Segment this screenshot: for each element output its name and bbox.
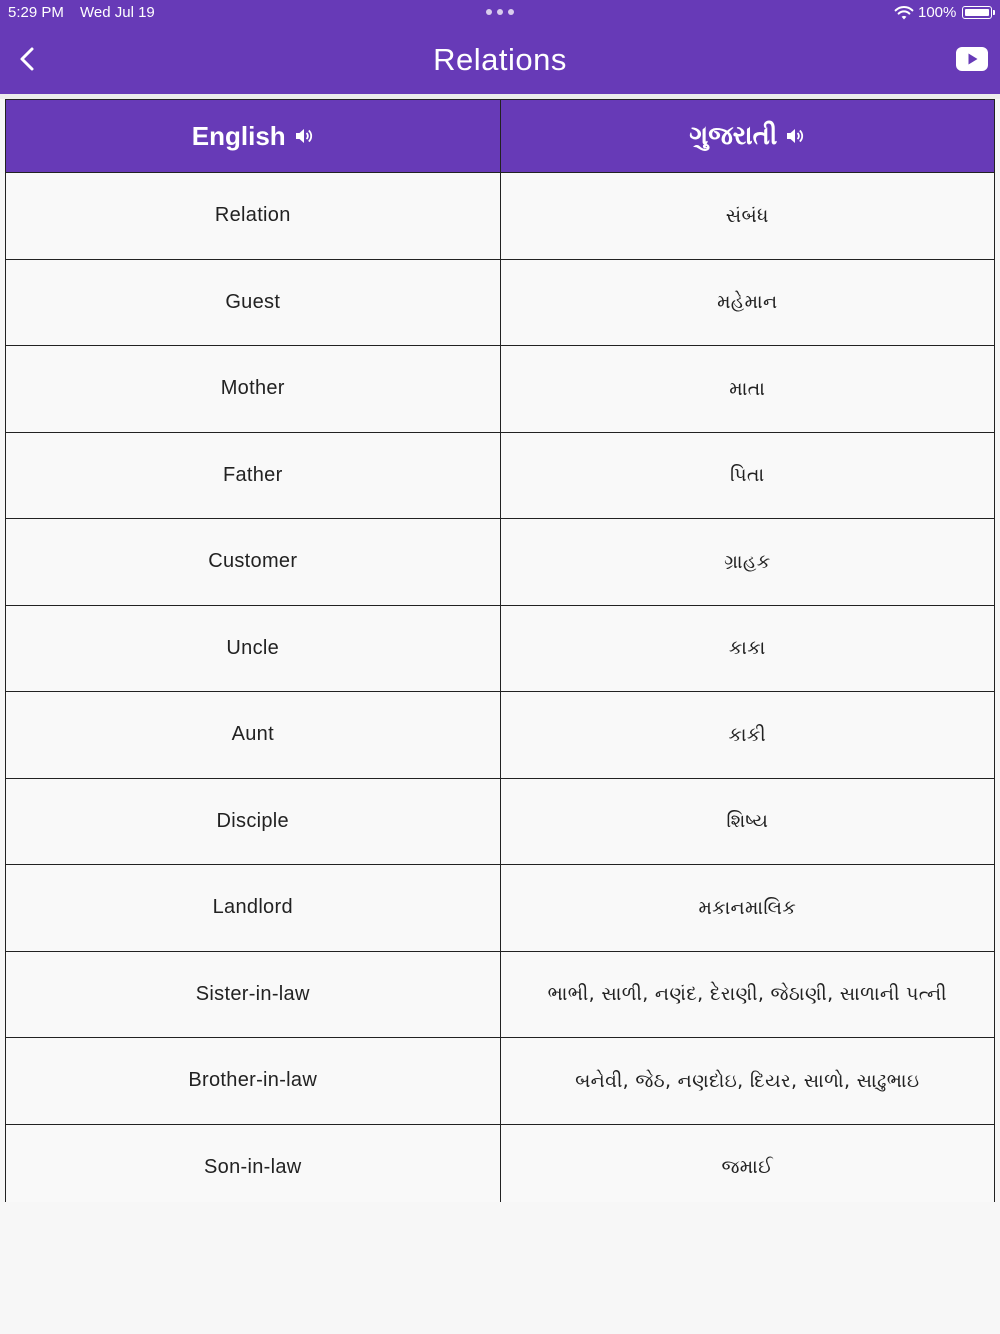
table-row[interactable] [6, 692, 994, 779]
table-row[interactable] [6, 779, 994, 866]
page-title: Relations [433, 42, 567, 77]
status-time: 5:29 PM [8, 4, 64, 21]
speaker-icon[interactable] [785, 126, 805, 146]
table-row[interactable] [6, 346, 994, 433]
english-header-label: English [191, 120, 286, 151]
english-cell[interactable]: Uncle [6, 606, 501, 692]
status-bar [0, 0, 1000, 26]
gujarati-cell[interactable]: કાકા [728, 637, 766, 660]
english-cell[interactable]: Sister-in-law [6, 952, 501, 1038]
english-cell[interactable]: Father [6, 433, 501, 519]
table-row[interactable] [6, 260, 994, 347]
english-cell[interactable]: Relation [6, 173, 501, 259]
battery-icon [962, 6, 992, 19]
gujarati-cell[interactable]: મહેમાન [717, 291, 778, 314]
gujarati-column-header[interactable] [501, 100, 995, 172]
relations-table [5, 99, 995, 1202]
table-row[interactable] [6, 952, 994, 1039]
table-header [6, 99, 994, 173]
gujarati-cell[interactable]: પિતા [730, 464, 765, 487]
english-cell[interactable]: Mother [6, 346, 501, 432]
table-row[interactable] [6, 1038, 994, 1125]
english-cell[interactable]: Aunt [6, 692, 501, 778]
gujarati-cell[interactable]: બનેવી, જેઠ, નણદોઇ, દિયર, સાળો, સાઢુભાઇ [575, 1069, 920, 1092]
gujarati-cell[interactable]: કાકી [728, 723, 767, 746]
youtube-play-icon[interactable] [956, 47, 988, 71]
multitasking-dots-icon[interactable] [486, 9, 514, 15]
english-cell[interactable]: Landlord [6, 865, 501, 951]
table-row[interactable] [6, 433, 994, 520]
gujarati-cell[interactable]: ભાભી, સાળી, નણંદ, દેરાણી, જેઠાણી, સાળાની પત્ની [547, 983, 947, 1006]
speaker-icon[interactable] [294, 126, 314, 146]
gujarati-cell[interactable]: ગ્રાહક [724, 550, 771, 573]
wifi-icon [894, 5, 914, 21]
gujarati-header-label: ગુજરાતી [689, 120, 778, 150]
english-cell[interactable]: Brother-in-law [6, 1038, 501, 1124]
gujarati-cell[interactable]: સંબંધ [725, 204, 769, 227]
english-cell[interactable]: Disciple [6, 779, 501, 865]
gujarati-cell[interactable]: જમાઈ [721, 1156, 774, 1179]
english-column-header[interactable] [6, 100, 501, 172]
gujarati-cell[interactable]: શિષ્ય [726, 810, 769, 833]
english-cell[interactable]: Customer [6, 519, 501, 605]
navigation-bar [0, 26, 1000, 94]
english-cell[interactable]: Guest [6, 260, 501, 346]
gujarati-cell[interactable]: માતા [729, 377, 766, 400]
gujarati-cell[interactable]: મકાનમાલિક [698, 896, 797, 919]
table-row[interactable] [6, 606, 994, 693]
status-date: Wed Jul 19 [80, 4, 155, 21]
battery-percentage: 100% [918, 4, 957, 21]
table-row[interactable] [6, 519, 994, 606]
table-row[interactable] [6, 1125, 994, 1203]
table-row[interactable] [6, 865, 994, 952]
table-row[interactable] [6, 173, 994, 260]
english-cell[interactable]: Son-in-law [6, 1125, 501, 1203]
